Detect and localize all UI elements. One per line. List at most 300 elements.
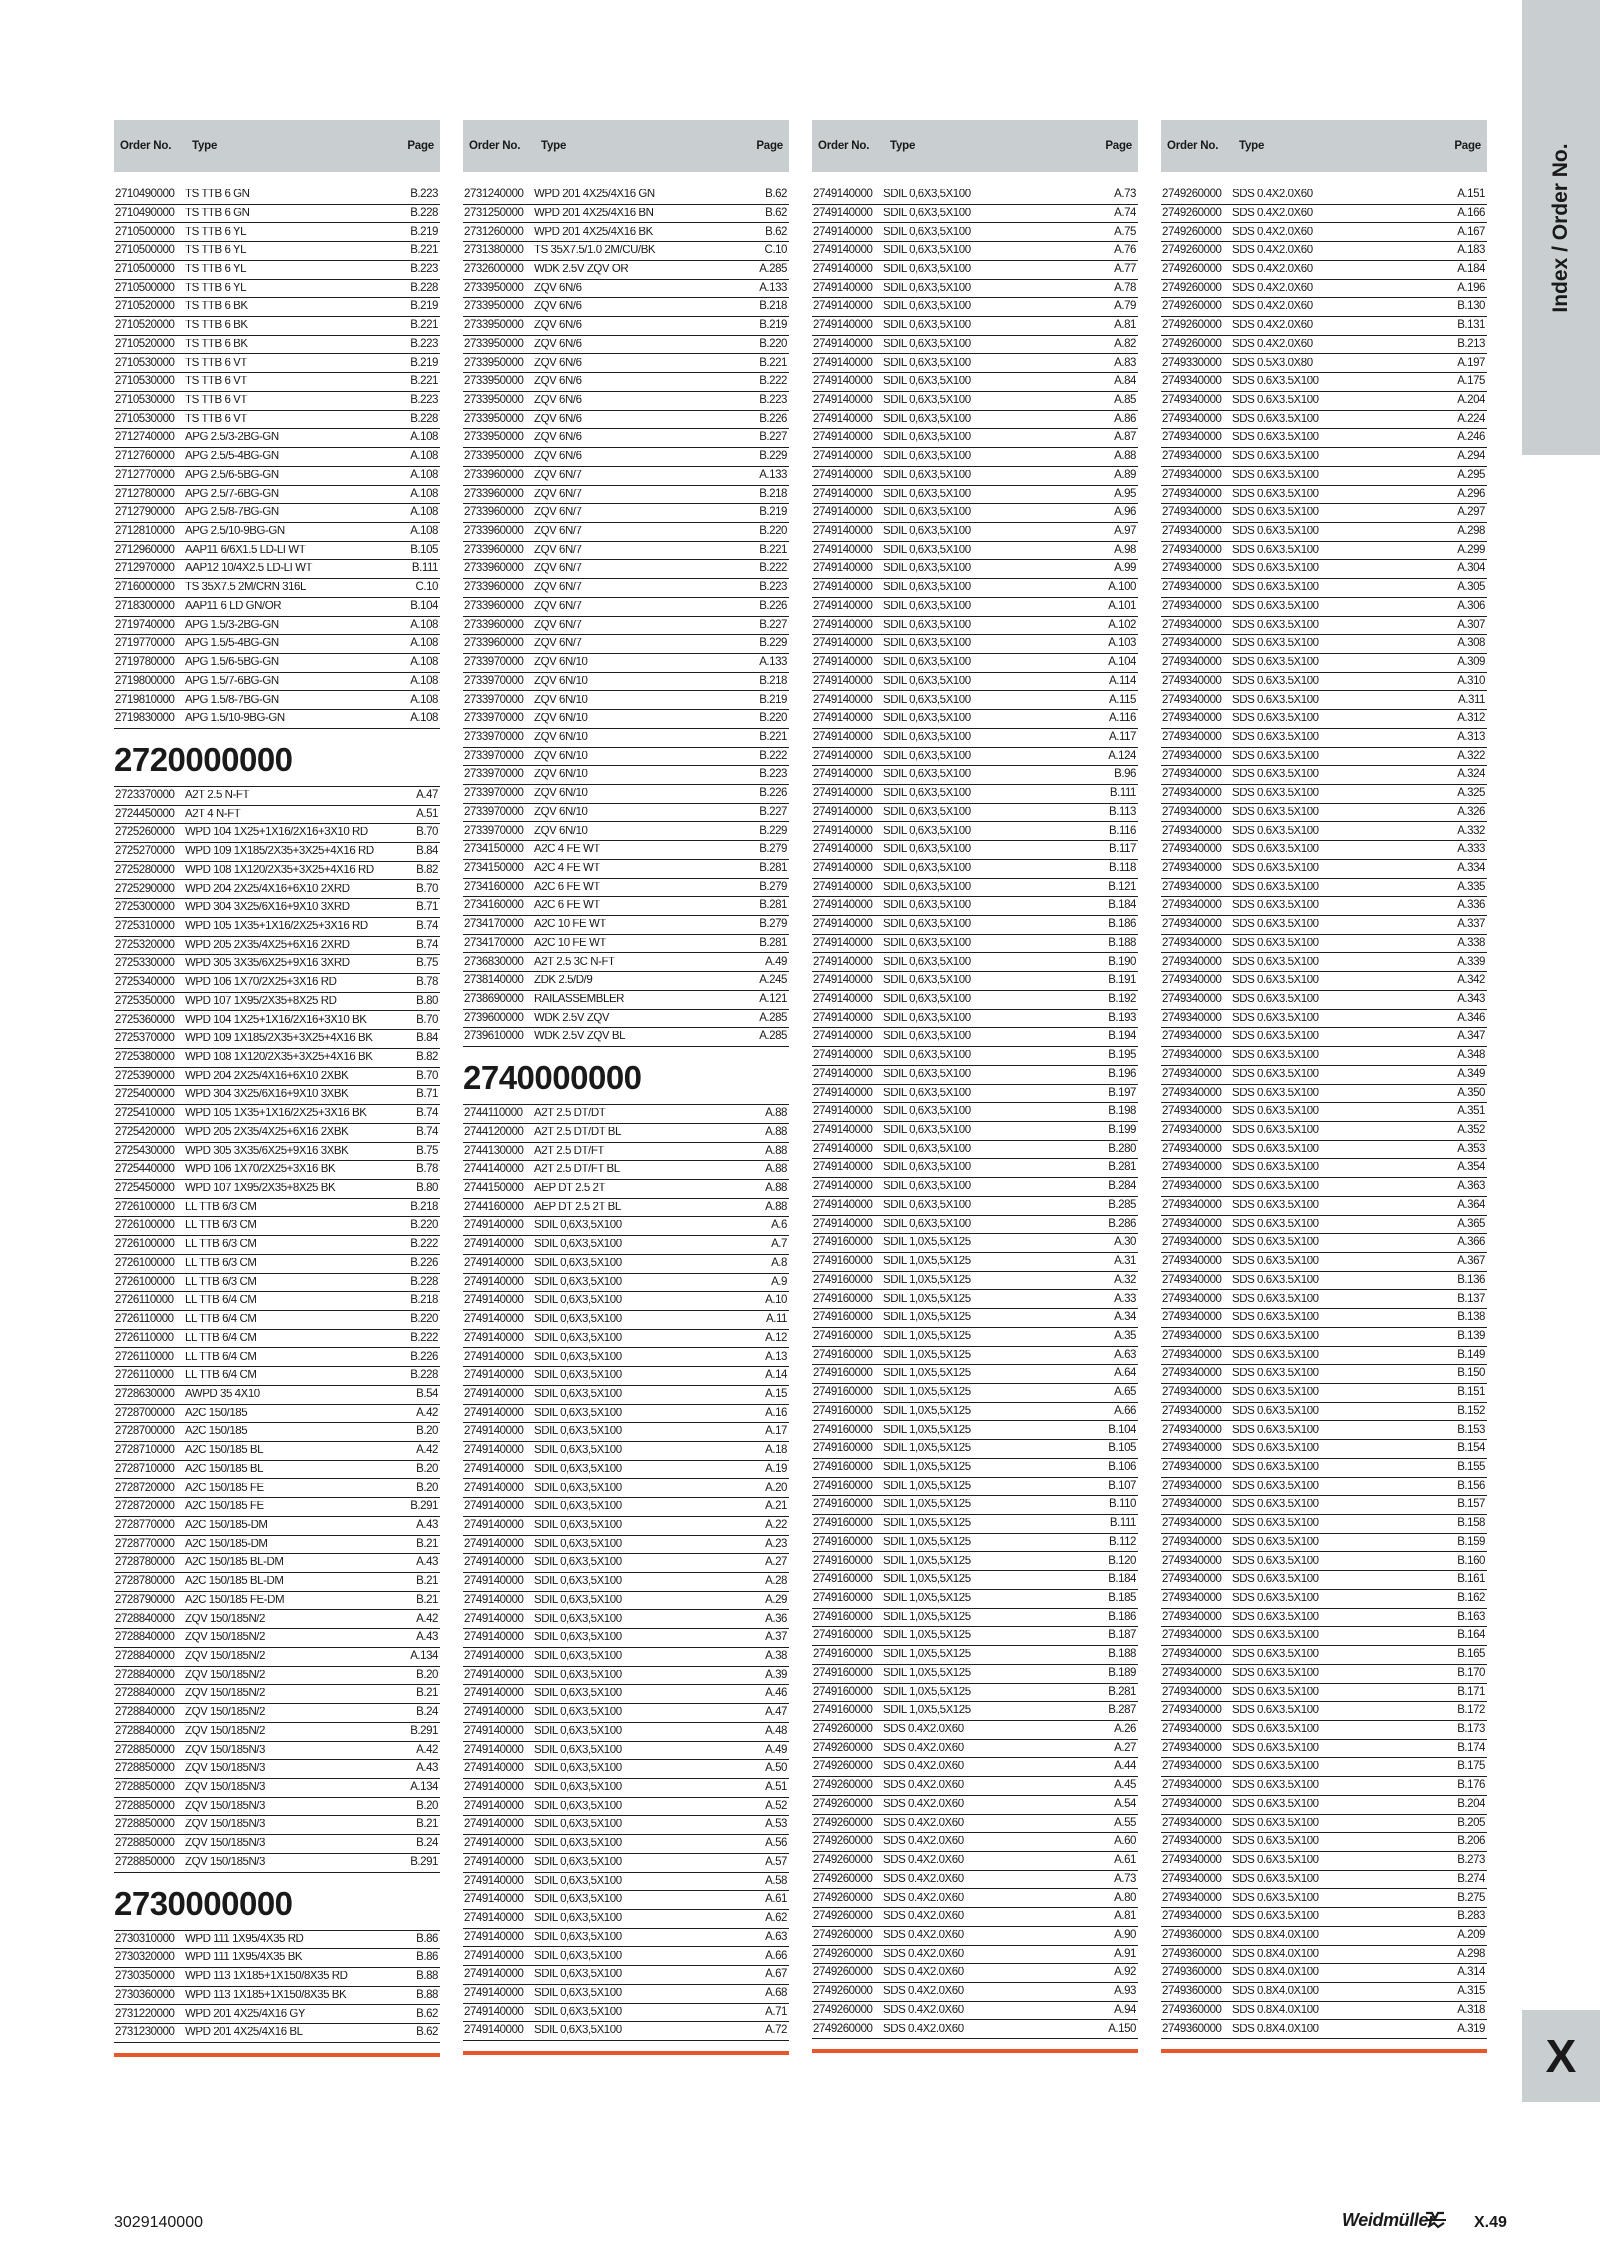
page-reference: A.115 (1109, 693, 1136, 706)
type-designation: SDIL 1,0X5,5X125 (883, 1686, 971, 1698)
order-number: 2734170000 (464, 936, 524, 949)
table-row (812, 1197, 1138, 1216)
table-row (1161, 1010, 1487, 1029)
type-designation: SDIL 1,0X5,5X125 (883, 1387, 971, 1399)
type-designation: WPD 108 1X120/2X35+3X25+4X16 RD (185, 864, 374, 876)
type-designation: APG 2.5/10-9BG-GN (185, 526, 285, 538)
type-designation: SDIL 0,6X3,5X100 (883, 750, 971, 762)
order-number: 2749140000 (813, 618, 873, 631)
page-reference: B.226 (410, 1350, 438, 1363)
page-reference: A.38 (765, 1650, 787, 1663)
type-designation: SDS 0.4X2.0X60 (883, 1798, 964, 1810)
page-reference: A.43 (416, 1631, 438, 1644)
type-designation: WPD 109 1X185/2X35+3X25+4X16 BK (185, 1033, 373, 1045)
page-reference: B.96 (1114, 768, 1136, 781)
table-row (812, 1815, 1138, 1834)
table-row (1161, 1908, 1487, 1927)
column-header (812, 120, 1138, 172)
order-number: 2749340000 (1162, 1086, 1222, 1099)
type-designation: SDS 0.6X3.5X100 (1232, 1162, 1319, 1174)
type-designation: ZQV 150/185N/3 (185, 1856, 266, 1868)
table-row (1161, 1833, 1487, 1852)
type-designation: SDS 0.4X2.0X60 (883, 1929, 964, 1941)
page-reference: B.286 (1108, 1217, 1136, 1230)
order-number: 2730320000 (115, 1951, 175, 1964)
order-number: 2749340000 (1162, 1030, 1222, 1043)
page-reference: B.104 (410, 599, 438, 612)
page-reference: B.75 (416, 957, 438, 970)
page-reference: A.67 (765, 1968, 787, 1981)
type-designation: ZQV 6N/6 (534, 282, 582, 294)
type-designation: SDIL 0,6X3,5X100 (883, 675, 971, 687)
page-reference: B.70 (416, 1069, 438, 1082)
table-row (463, 1873, 789, 1892)
page-reference: A.100 (1108, 581, 1136, 594)
page-reference: B.281 (1108, 1685, 1136, 1698)
table-row (812, 1309, 1138, 1328)
table-row (1161, 1983, 1487, 2002)
order-number: 2725260000 (115, 826, 175, 839)
table-row (463, 710, 789, 729)
type-designation: WPD 107 1X95/2X35+8X25 BK (185, 1183, 336, 1195)
page-reference: B.206 (1457, 1835, 1485, 1848)
table-row (812, 579, 1138, 598)
page-reference: A.42 (416, 1743, 438, 1756)
type-designation: SDS 0.4X2.0X60 (883, 1761, 964, 1773)
type-designation: TS TTB 6 YL (185, 245, 247, 257)
page-reference: B.229 (759, 637, 787, 650)
table-row (1161, 223, 1487, 242)
page-reference: B.80 (416, 994, 438, 1007)
order-number: 2733950000 (464, 375, 524, 388)
type-designation: SDIL 0,6X3,5X100 (883, 189, 971, 201)
table-row (463, 822, 789, 841)
type-designation: A2C 150/185-DM (185, 1538, 268, 1550)
table-row (812, 1740, 1138, 1759)
page-reference: A.33 (1114, 1292, 1136, 1305)
type-designation: SDS 0.6X3.5X100 (1232, 1274, 1319, 1286)
type-designation: SDS 0.6X3.5X100 (1232, 1780, 1319, 1792)
page-reference: A.13 (765, 1350, 787, 1363)
type-designation: SDIL 1,0X5,5X125 (883, 1293, 971, 1305)
page-reference: A.92 (1114, 1966, 1136, 1979)
order-number: 2725300000 (115, 901, 175, 914)
order-number: 2719800000 (115, 674, 175, 687)
page-reference: A.309 (1457, 656, 1485, 669)
page-reference: A.78 (1114, 281, 1136, 294)
table-row (812, 1103, 1138, 1122)
order-number: 2749340000 (1162, 955, 1222, 968)
table-row (114, 2005, 440, 2024)
type-designation: AAP11 6/6X1.5 LD-LI WT (185, 544, 306, 556)
type-designation: SDS 0.6X3.5X100 (1232, 1630, 1319, 1642)
type-designation: SDS 0.6X3.5X100 (1232, 582, 1319, 594)
order-number: 2749340000 (1162, 1816, 1222, 1829)
table-row (114, 1423, 440, 1442)
table-row (463, 729, 789, 748)
type-designation: A2C 4 FE WT (534, 862, 600, 874)
page-reference: A.88 (765, 1107, 787, 1120)
page-reference: B.221 (759, 356, 787, 369)
page-reference: B.112 (1109, 1535, 1136, 1548)
order-number: 2710530000 (115, 356, 175, 369)
order-number: 2749340000 (1162, 506, 1222, 519)
table-row (812, 635, 1138, 654)
order-number: 2749340000 (1162, 1329, 1222, 1342)
table-row (812, 1478, 1138, 1497)
table-row (1161, 373, 1487, 392)
table-row (463, 1610, 789, 1629)
table-row (114, 504, 440, 523)
type-designation: SDIL 0,6X3,5X100 (534, 2025, 622, 2037)
table-row (463, 1479, 789, 1498)
table-row (812, 336, 1138, 355)
table-row (812, 1702, 1138, 1721)
table-row (812, 429, 1138, 448)
order-number: 2749140000 (813, 993, 873, 1006)
order-number: 2725370000 (115, 1032, 175, 1045)
order-number: 2710500000 (115, 262, 175, 275)
table-row (114, 1311, 440, 1330)
type-designation: ZQV 6N/10 (534, 750, 588, 762)
order-number: 2726100000 (115, 1219, 175, 1232)
page-reference: A.83 (1114, 356, 1136, 369)
table-row (1161, 317, 1487, 336)
table-row (463, 317, 789, 336)
type-designation: TS TTB 6 YL (185, 263, 247, 275)
type-designation: A2C 150/185 BL (185, 1445, 264, 1457)
table-row (812, 317, 1138, 336)
type-designation: SDS 0.6X3.5X100 (1232, 1555, 1319, 1567)
type-designation: SDS 0.6X3.5X100 (1232, 788, 1319, 800)
table-row (463, 1985, 789, 2004)
table-row (114, 1742, 440, 1761)
table-row (114, 824, 440, 843)
order-number: 2725350000 (115, 994, 175, 1007)
order-number: 2749160000 (813, 1629, 873, 1642)
page-reference: B.204 (1457, 1797, 1485, 1810)
type-designation: SDS 0.6X3.5X100 (1232, 994, 1319, 1006)
order-number: 2749160000 (813, 1498, 873, 1511)
type-designation: SDIL 0,6X3,5X100 (883, 451, 971, 463)
order-number: 2749160000 (813, 1573, 873, 1586)
type-designation: SDIL 1,0X5,5X125 (883, 1256, 971, 1268)
type-designation: SDS 0.4X2.0X60 (883, 2004, 964, 2016)
type-designation: SDIL 0,6X3,5X100 (883, 657, 971, 669)
table-row (812, 1571, 1138, 1590)
type-designation: SDS 0.6X3.5X100 (1232, 1443, 1319, 1455)
table-row (1161, 1552, 1487, 1571)
type-designation: A2C 150/185 FE (185, 1501, 264, 1513)
order-number: 2749260000 (813, 2022, 873, 2035)
page-reference: A.86 (1114, 412, 1136, 425)
table-row (463, 1199, 789, 1218)
order-number: 2749140000 (813, 674, 873, 687)
type-designation: ZQV 6N/6 (534, 357, 582, 369)
page-reference: B.228 (410, 1369, 438, 1382)
type-designation: SDS 0.6X3.5X100 (1232, 1499, 1319, 1511)
table-row (1161, 1234, 1487, 1253)
table-row (1161, 1365, 1487, 1384)
page-reference: A.196 (1457, 281, 1485, 294)
table-row (114, 1199, 440, 1218)
type-designation: SDIL 0,6X3,5X100 (883, 563, 971, 575)
table-row (812, 822, 1138, 841)
table-row (463, 1798, 789, 1817)
table-row (1161, 298, 1487, 317)
table-row (1161, 1515, 1487, 1534)
page-reference: B.160 (1457, 1554, 1485, 1567)
page-reference: A.311 (1458, 693, 1485, 706)
order-number: 2749140000 (813, 599, 873, 612)
page-reference: B.104 (1108, 1423, 1136, 1436)
chapter-x-tab[interactable]: X (1522, 2010, 1600, 2102)
type-designation: WPD 201 4X25/4X16 BL (185, 2027, 303, 2039)
order-number: 2749160000 (813, 1685, 873, 1698)
page-reference: B.218 (410, 1294, 438, 1307)
page-reference: A.121 (759, 993, 787, 1006)
table-row (463, 785, 789, 804)
page-reference: A.346 (1457, 1011, 1485, 1024)
type-header: Type (1239, 140, 1265, 152)
table-row (812, 2020, 1138, 2039)
page-reference: B.113 (1109, 805, 1136, 818)
order-number: 2749340000 (1162, 861, 1222, 874)
type-designation: A2C 150/185 BL-DM (185, 1576, 284, 1588)
page-reference: B.136 (1457, 1273, 1485, 1286)
type-designation: SDS 0.6X3.5X100 (1232, 1611, 1319, 1623)
type-designation: ZQV 6N/7 (534, 582, 582, 594)
table-row (463, 1760, 789, 1779)
page-reference: A.325 (1457, 787, 1485, 800)
type-designation: WPD 107 1X95/2X35+8X25 RD (185, 995, 337, 1007)
type-designation: SDIL 0,6X3,5X100 (883, 788, 971, 800)
page-reference: B.228 (410, 206, 438, 219)
order-number: 2749140000 (813, 525, 873, 538)
page-reference: A.30 (1114, 1236, 1136, 1249)
order-number: 2719780000 (115, 656, 175, 669)
type-designation: SDIL 1,0X5,5X125 (883, 1405, 971, 1417)
table-row (114, 1330, 440, 1349)
table-row (1161, 560, 1487, 579)
page-reference: A.43 (416, 1518, 438, 1531)
order-number: 2749340000 (1162, 880, 1222, 893)
page-reference: B.121 (1108, 880, 1136, 893)
order-number: 2719830000 (115, 712, 175, 725)
order-number: 2749340000 (1162, 562, 1222, 575)
type-designation: SDS 0.6X3.5X100 (1232, 1330, 1319, 1342)
page-reference: B.74 (416, 919, 438, 932)
table-row (463, 991, 789, 1010)
table-row (114, 1667, 440, 1686)
order-number: 2733970000 (464, 730, 524, 743)
page-reference: A.295 (1457, 468, 1485, 481)
page-reference: A.116 (1109, 712, 1136, 725)
type-designation: SDS 0.6X3.5X100 (1232, 619, 1319, 631)
type-designation: SDIL 0,6X3,5X100 (534, 1445, 622, 1457)
table-row (812, 298, 1138, 317)
table-row (812, 1796, 1138, 1815)
table-row (114, 1049, 440, 1068)
table-row (1161, 1197, 1487, 1216)
order-number: 2739600000 (464, 1011, 524, 1024)
page-reference: A.354 (1457, 1161, 1485, 1174)
table-row (463, 1573, 789, 1592)
type-designation: AEP DT 2.5 2T (534, 1183, 606, 1195)
index-column-3 (812, 120, 1138, 2053)
table-row (812, 242, 1138, 261)
page-reference: A.91 (1114, 1947, 1136, 1960)
page-reference: A.63 (1114, 1348, 1136, 1361)
section-heading: 2740000000 (463, 1047, 789, 1105)
type-designation: SDIL 0,6X3,5X100 (534, 1295, 622, 1307)
type-designation: SDS 0.6X3.5X100 (1232, 1836, 1319, 1848)
page-reference: A.52 (765, 1799, 787, 1812)
order-number: 2739610000 (464, 1030, 524, 1043)
table-row (463, 1143, 789, 1162)
order-number: 2749140000 (813, 824, 873, 837)
table-row (463, 1554, 789, 1573)
type-designation: SDIL 0,6X3,5X100 (534, 1351, 622, 1363)
order-number: 2730310000 (115, 1932, 175, 1945)
type-designation: WPD 204 2X25/4X16+6X10 2XBK (185, 1070, 349, 1082)
page-reference: A.102 (1108, 618, 1136, 631)
page-reference: B.151 (1457, 1386, 1485, 1399)
table-row (114, 1011, 440, 1030)
page-reference: A.32 (1114, 1273, 1136, 1286)
page-reference: A.342 (1457, 974, 1485, 987)
type-designation: TS 35X7.5 2M/CRN 316L (185, 582, 306, 594)
table-row (463, 560, 789, 579)
page-reference: B.222 (759, 375, 787, 388)
order-number: 2749340000 (1162, 918, 1222, 931)
type-designation: ZQV 150/185N/2 (185, 1725, 266, 1737)
table-row (1161, 1478, 1487, 1497)
type-designation: SDS 0.6X3.5X100 (1232, 844, 1319, 856)
order-number: 2728850000 (115, 1743, 175, 1756)
type-designation: A2C 150/185 BL-DM (185, 1557, 284, 1569)
table-row (812, 916, 1138, 935)
table-row (114, 448, 440, 467)
table-row (1161, 991, 1487, 1010)
table-row (812, 1646, 1138, 1665)
table-row (114, 710, 440, 729)
order-number: 2744140000 (464, 1163, 524, 1176)
type-designation: SDS 0.6X3.5X100 (1232, 1199, 1319, 1211)
table-row (114, 787, 440, 806)
table-row (1161, 617, 1487, 636)
table-row (812, 1272, 1138, 1291)
order-number: 2749260000 (813, 1779, 873, 1792)
page-reference: A.296 (1457, 487, 1485, 500)
order-number: 2749140000 (813, 1142, 873, 1155)
page-reference: A.81 (1114, 1910, 1136, 1923)
order-number: 2749340000 (1162, 1198, 1222, 1211)
type-designation: SDS 0.4X2.0X60 (1232, 189, 1313, 201)
order-number: 2734170000 (464, 918, 524, 931)
order-number: 2749140000 (813, 899, 873, 912)
page-reference: A.85 (1114, 394, 1136, 407)
page-reference: B.153 (1457, 1423, 1485, 1436)
order-number: 2749140000 (464, 2024, 524, 2037)
page-reference: A.26 (1114, 1723, 1136, 1736)
table-row (1161, 1815, 1487, 1834)
type-designation: WPD 105 1X35+1X16/2X25+3X16 BK (185, 1108, 367, 1120)
page-reference: A.10 (765, 1294, 787, 1307)
page-reference: A.108 (410, 525, 438, 538)
type-header: Type (541, 140, 567, 152)
order-number: 2749140000 (464, 1350, 524, 1363)
order-number: 2733960000 (464, 468, 524, 481)
type-designation: SDIL 0,6X3,5X100 (534, 1894, 622, 1906)
table-row (1161, 1421, 1487, 1440)
table-row (114, 1086, 440, 1105)
order-number: 2749140000 (464, 1912, 524, 1925)
type-designation: ZQV 6N/7 (534, 638, 582, 650)
table-row (463, 1667, 789, 1686)
table-row (114, 1442, 440, 1461)
type-designation: SDIL 0,6X3,5X100 (883, 900, 971, 912)
order-number: 2749160000 (813, 1517, 873, 1530)
table-row (812, 1066, 1138, 1085)
type-designation: SDIL 0,6X3,5X100 (883, 881, 971, 893)
page-reference: A.96 (1114, 506, 1136, 519)
type-designation: APG 2.5/7-6BG-GN (185, 488, 279, 500)
page-reference: A.47 (416, 788, 438, 801)
page-reference: A.88 (765, 1200, 787, 1213)
type-designation: SDIL 0,6X3,5X100 (883, 806, 971, 818)
page-reference: A.34 (1114, 1311, 1136, 1324)
order-number: 2749140000 (464, 1724, 524, 1737)
page-reference: A.11 (765, 1313, 787, 1326)
table-row (114, 467, 440, 486)
type-designation: SDIL 0,6X3,5X100 (534, 1463, 622, 1475)
table-row (812, 1347, 1138, 1366)
page-reference: A.51 (416, 807, 438, 820)
order-number: 2749140000 (464, 1687, 524, 1700)
table-row (114, 1274, 440, 1293)
table-row (114, 1610, 440, 1629)
order-number: 2749140000 (464, 1631, 524, 1644)
type-designation: SDS 0.6X3.5X100 (1232, 919, 1319, 931)
order-number: 2749340000 (1162, 1236, 1222, 1249)
index-side-tab[interactable] (1522, 0, 1600, 455)
order-number: 2736830000 (464, 955, 524, 968)
type-designation: ZQV 6N/6 (534, 413, 582, 425)
type-designation: SDIL 0,6X3,5X100 (534, 1407, 622, 1419)
order-number: 2730360000 (115, 1988, 175, 2001)
table-row (1161, 1085, 1487, 1104)
type-designation: SDS 0.6X3.5X100 (1232, 1461, 1319, 1473)
type-designation: A2C 6 FE WT (534, 881, 600, 893)
page-reference: A.43 (416, 1556, 438, 1569)
type-designation: WPD 304 3X25/6X16+9X10 3XBK (185, 1089, 349, 1101)
table-row (463, 542, 789, 561)
type-designation: SDS 0.8X4.0X100 (1232, 2023, 1319, 2035)
page-reference: A.42 (416, 1612, 438, 1625)
page-reference: B.187 (1108, 1629, 1136, 1642)
type-designation: SDIL 0,6X3,5X100 (883, 1218, 971, 1230)
column-footer-rule (1161, 2049, 1487, 2053)
table-row (812, 1403, 1138, 1422)
page-reference: A.44 (1114, 1760, 1136, 1773)
type-designation: LL TTB 6/3 CM (185, 1257, 257, 1269)
table-row (812, 448, 1138, 467)
type-designation: ZQV 6N/7 (534, 526, 582, 538)
type-designation: SDIL 0,6X3,5X100 (883, 1143, 971, 1155)
order-number: 2725390000 (115, 1069, 175, 1082)
type-designation: SDS 0.4X2.0X60 (883, 1724, 964, 1736)
